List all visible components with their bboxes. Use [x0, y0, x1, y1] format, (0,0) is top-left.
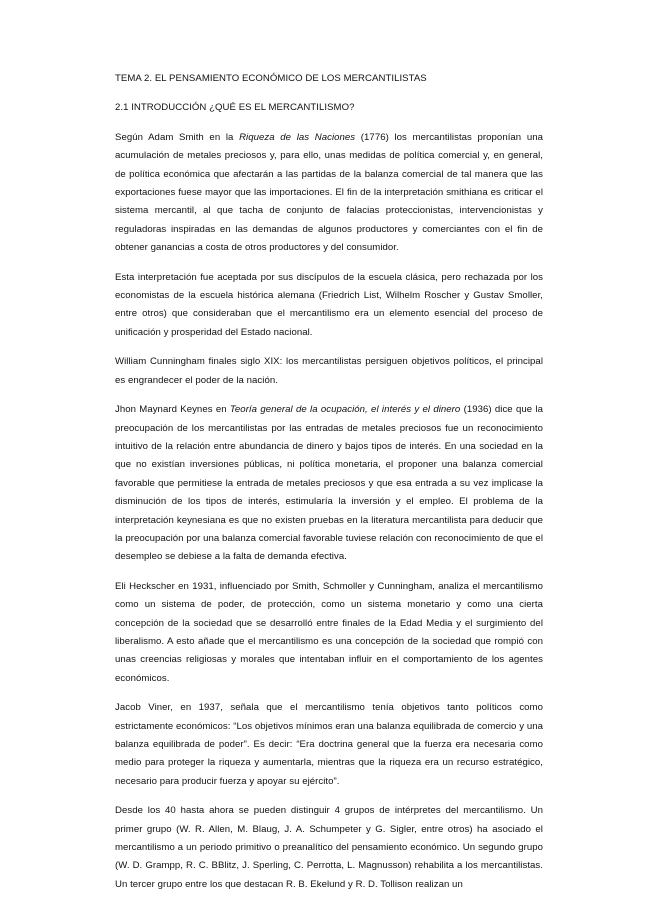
document-body	[115, 70, 543, 905]
paragraph-keynes	[115, 401, 543, 567]
paragraph-text: Jhon Maynard Keynes en	[115, 404, 230, 416]
document-title: TEMA 2. EL PENSAMIENTO ECONÓMICO DE LOS MERCANTILISTAS	[115, 73, 427, 84]
paragraph-text: Según Adam Smith en la	[115, 131, 240, 143]
paragraph-text: (1936) dice que la preocupación de los mercantilistas por las entradas de metales preciosos fue un reconocimiento intuitivo de la relación entre abundancia de dinero y bajos tipos de interés. En una sociedad en la que no existían inversiones públicas, ni política monetaria, el proponer una balanza comercial favorable que permitiese la entrada de metales preciosos y que esa entrada a su vez implicase la disminución de los tipos de interés, estimularía la inversión y el empleo. El problema de la interpretación keynesiana es que no existen pruebas en la literatura mercantilista para deducir que la preocupación por una balanza comercial favorable tuviese relación con reconocimiento de que el desempleo se debiese a la falta de demanda efectiva.	[115, 404, 543, 563]
book-title: Riqueza de las Naciones	[239, 131, 356, 143]
paragraph-viner: Jacob Viner, en 1937, señala que el mercantilismo tenía objetivos tanto políticos como estrictamente económicos: “Los objetivos mínimos eran una balanza equilibrada de comercio y una balanza equilibrada de poder”. Es decir: “Era doctrina general que la fuerza era necesaria como medio para proteger la riqueza y aumentarla, mientras que la riqueza era un recurso estratégico, necesario para producir fuerza y apoyar su ejército”.	[115, 702, 543, 787]
paragraph-heckscher: Eli Heckscher en 1931, influenciado por Smith, Schmoller y Cunningham, analiza el mercantilismo como un sistema de poder, de protección, como un sistema monetario y como una cierta concepción de la sociedad que se desarrolló entre finales de la Edad Media y el surgimiento del liberalismo. A esto añade que el mercantilismo es una concepción de la sociedad que rompió con unas creencias religiosas y morales que intentaban influir en el comportamiento de los agentes económicos.	[115, 580, 543, 684]
section-heading: 2.1 INTRODUCCIÓN ¿QUÉ ES EL MERCANTILISMO?	[115, 102, 355, 114]
paragraph-cunningham: William Cunningham finales siglo XIX: los mercantilistas persiguen objetivos políticos, el principal es engrandecer el poder de la nación.	[115, 356, 543, 386]
paragraph-text: (1776) los mercantilistas proponían una acumulación de metales preciosos y, para ello, unas medidas de política comercial y, en general, de política económica que afectarán a las partidas de la balanza comercial de tal manera que las exportaciones fuese mayor que las importaciones. El fin de la interpretación smithiana es criticar el sistema mercantil, al que tacha de conjunto de falacias proteccionistas, intervencionistas y reguladoras inspiradas en las demandas de algunos productores y comerciantes con el fin de obtener ganancias a costa de otros productores y del consumidor.	[115, 131, 543, 254]
book-title: Teoría general de la ocupación, el interés y el dinero	[229, 404, 461, 416]
paragraph-groups: Desde los 40 hasta ahora se pueden distinguir 4 grupos de intérpretes del mercantilismo. Un primer grupo (W. R. Allen, M. Blaug, J. A. Schumpeter y G. Sigler, entre otros) ha asociado el mercantilismo a un periodo primitivo o preanalítico del pensamiento económico. Un segundo grupo (W. D. Grampp, R. C. BBlitz, J. Sperling, C. Perrotta, L. Magnusson) rehabilita a los mercantilistas. Un tercer grupo entre los que destacan R. B. Ekelund y R. D. Tollison realizan un	[115, 805, 543, 890]
paragraph-historical-school: Esta interpretación fue aceptada por sus discípulos de la escuela clásica, pero rechazada por los economistas de la escuela histórica alemana (Friedrich List, Wilhelm Roscher y Gustav Smoller, entre otros) que consideraban que el mercantilismo era un elemento esencial del proceso de unificación y prosperidad del Estado nacional.	[115, 271, 543, 338]
paragraph-smith	[115, 129, 543, 258]
